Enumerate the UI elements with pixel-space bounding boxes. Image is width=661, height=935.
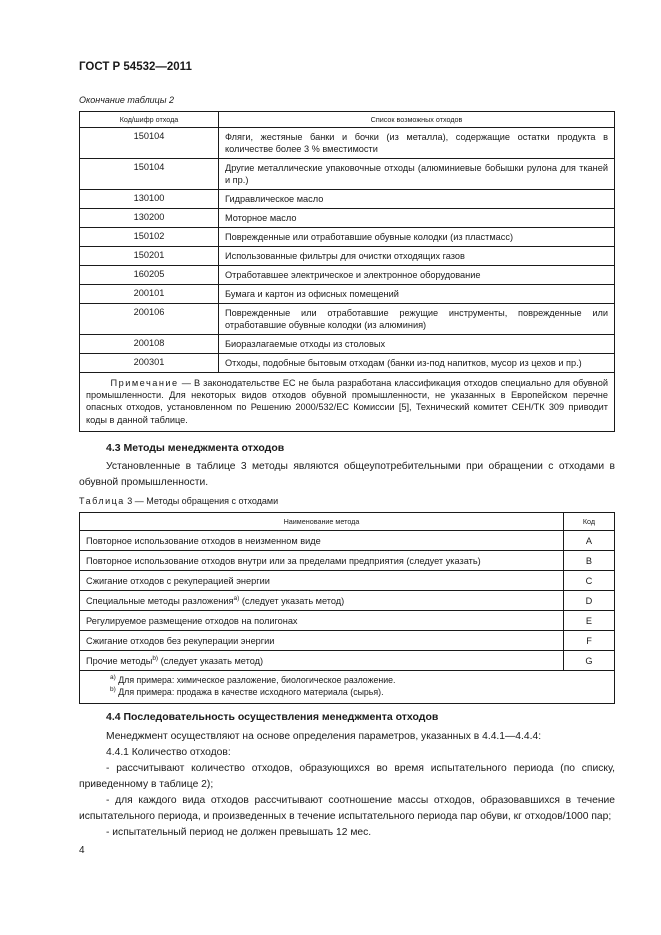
method-code: G bbox=[564, 651, 615, 671]
waste-description: Использованные фильтры для очистки отходящих газов bbox=[219, 247, 615, 266]
table-row bbox=[80, 266, 615, 285]
page-number: 4 bbox=[79, 845, 85, 856]
waste-code: 150102 bbox=[80, 228, 219, 247]
table-row bbox=[80, 335, 615, 354]
waste-methods-table bbox=[79, 512, 615, 704]
method-code: C bbox=[564, 571, 615, 591]
paragraph: Менеджмент осуществляют на основе определения параметров, указанных в 4.4.1—4.4.4: bbox=[106, 731, 542, 742]
column-header-code: Код/шифр отхода bbox=[80, 112, 219, 128]
table-row bbox=[80, 591, 615, 611]
waste-code: 130100 bbox=[80, 190, 219, 209]
column-header-code: Код bbox=[564, 513, 615, 531]
waste-code: 200108 bbox=[80, 335, 219, 354]
waste-description: Другие металлические упаковочные отходы (алюминиевые бобышки рулона для тканей и пр.) bbox=[219, 159, 615, 190]
table-row bbox=[80, 304, 615, 335]
method-code: E bbox=[564, 611, 615, 631]
table-row bbox=[80, 571, 615, 591]
waste-code: 150104 bbox=[80, 159, 219, 190]
waste-code: 150104 bbox=[80, 128, 219, 159]
waste-description: Поврежденные или отработавшие обувные колодки (из пластмасс) bbox=[219, 228, 615, 247]
table2-caption: Окончание таблицы 2 bbox=[79, 95, 174, 105]
table-row bbox=[80, 285, 615, 304]
footnote: $^{b)}$ Для примера: продажа в качестве исходного материала (сырья). bbox=[110, 685, 384, 697]
table-row bbox=[80, 209, 615, 228]
waste-description: Моторное масло bbox=[219, 209, 615, 228]
table-row bbox=[80, 551, 615, 571]
table-row bbox=[80, 531, 615, 551]
method-code: F bbox=[564, 631, 615, 651]
waste-description: Поврежденные или отработавшие режущие инструменты, поврежденные или отработавшие обувные колодки (из алюминия) bbox=[219, 304, 615, 335]
method-name: Сжигание отходов с рекуперацией энергии bbox=[80, 571, 564, 591]
waste-code: 130200 bbox=[80, 209, 219, 228]
paragraph: - для каждого вида отходов рассчитывают соотношение массы отходов, образовавшихся в течение испытательного периода, и произведенных в течение испытательного периода пар обуви, кг отходов/1000 пар; bbox=[79, 795, 615, 822]
section-4-3-text: Установленные в таблице 3 методы являются общеупотребительными при обращении с отходами в обувной промышленности. bbox=[79, 461, 615, 488]
waste-code: 200301 bbox=[80, 354, 219, 373]
method-name: Повторное использование отходов в неизменном виде bbox=[80, 531, 564, 551]
waste-description: Бумага и картон из офисных помещений bbox=[219, 285, 615, 304]
waste-description: Биоразлагаемые отходы из столовых bbox=[219, 335, 615, 354]
table-footnotes bbox=[80, 671, 615, 704]
table3-caption-label: Таблица bbox=[79, 496, 125, 506]
section-4-4-body bbox=[79, 729, 615, 841]
waste-code: 150201 bbox=[80, 247, 219, 266]
table3-caption bbox=[79, 496, 278, 506]
method-code: B bbox=[564, 551, 615, 571]
section-4-4-title: 4.4 Последовательность осуществления менеджмента отходов bbox=[106, 711, 439, 723]
waste-description: Отходы, подобные бытовым отходам (банки из-под напитков, мусор из цехов и пр.) bbox=[219, 354, 615, 373]
note-text: — В законодательстве ЕС не была разработана классификация отходов специально для обувной промышленности. Для некоторых видов отходов обувной промышленности, не указанных в Европейском перечне опасных отходов, установленном по Решению 2000/532/ЕС Комиссии [5], Технический комитет СЕН/ТК 309 приводит коды в данной таблице. bbox=[86, 378, 608, 425]
method-name: Регулируемое размещение отходов на полигонах bbox=[80, 611, 564, 631]
waste-description: Отработавшее электрическое и электронное оборудование bbox=[219, 266, 615, 285]
method-code: D bbox=[564, 591, 615, 611]
waste-description: Гидравлическое масло bbox=[219, 190, 615, 209]
table-note bbox=[80, 373, 615, 432]
table-row bbox=[80, 651, 615, 671]
table-note-row bbox=[80, 373, 615, 432]
document-header: ГОСТ Р 54532—2011 bbox=[79, 61, 192, 73]
table-row bbox=[80, 354, 615, 373]
table-row bbox=[80, 128, 615, 159]
table-row bbox=[80, 159, 615, 190]
table-header-row bbox=[80, 112, 615, 128]
table-row bbox=[80, 631, 615, 651]
paragraph: 4.4.1 Количество отходов: bbox=[106, 747, 231, 758]
method-name: Повторное использование отходов внутри или за пределами предприятия (следует указать) bbox=[80, 551, 564, 571]
table-row bbox=[80, 611, 615, 631]
column-header-name: Наименование метода bbox=[80, 513, 564, 531]
paragraph: - рассчитывают количество отходов, образующихся во время испытательного периода (по списку, приведенному в таблице 2); bbox=[79, 763, 615, 790]
table-row bbox=[80, 190, 615, 209]
waste-code: 200101 bbox=[80, 285, 219, 304]
table-header-row bbox=[80, 513, 615, 531]
waste-code: 160205 bbox=[80, 266, 219, 285]
waste-code: 200106 bbox=[80, 304, 219, 335]
footnote: $^{a)}$ Для примера: химическое разложение, биологическое разложение. bbox=[110, 674, 396, 685]
table-row bbox=[80, 247, 615, 266]
method-name: Специальные методы разложения$^{a)}$ (следует указать метод) bbox=[80, 591, 564, 611]
method-name: Прочие методы$^{b)}$ (следует указать метод) bbox=[80, 651, 564, 671]
table-footnote-row bbox=[80, 671, 615, 704]
table-row bbox=[80, 228, 615, 247]
paragraph: - испытательный период не должен превышать 12 мес. bbox=[106, 827, 372, 838]
method-code: A bbox=[564, 531, 615, 551]
column-header-list: Список возможных отходов bbox=[219, 112, 615, 128]
section-4-3-title: 4.3 Методы менеджмента отходов bbox=[106, 442, 285, 454]
waste-codes-table bbox=[79, 111, 615, 432]
table3-caption-rest: 3 — Методы обращения с отходами bbox=[124, 496, 279, 506]
method-name: Сжигание отходов без рекуперации энергии bbox=[80, 631, 564, 651]
waste-description: Фляги, жестяные банки и бочки (из металла), содержащие остатки продукта в количестве более 3 % вместимости bbox=[219, 128, 615, 159]
note-label: Примечание bbox=[110, 378, 179, 388]
